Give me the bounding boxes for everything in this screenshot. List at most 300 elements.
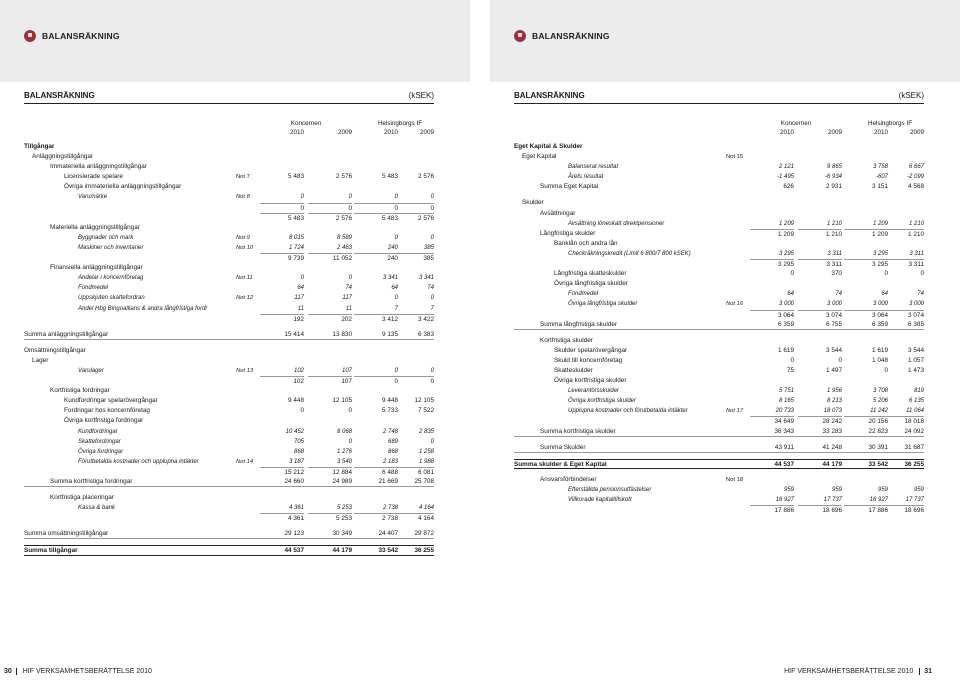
cell-value: 22 823 (868, 427, 888, 435)
cell-value: 3 758 (872, 164, 888, 171)
cell-value: 3 708 (872, 388, 888, 395)
cell-value: 1 209 (844, 229, 888, 240)
cell-value: 0 (430, 295, 434, 302)
note-ref: Not 11 (236, 275, 253, 282)
row-label: Leverantörsskulder (568, 388, 620, 395)
note-ref: Not 8 (236, 194, 250, 201)
table-row (24, 304, 434, 314)
cell-value: -1 495 (776, 174, 794, 181)
table-row (514, 346, 924, 356)
table-row (24, 386, 434, 396)
cell-value: 18 696 (798, 505, 842, 516)
cell-value: 959 (877, 486, 888, 493)
cell-value: 1 209 (750, 229, 794, 240)
cell-value: 2 576 (390, 213, 434, 224)
footer-text: HIF VERKSAMHETSBERÄTTELSE 2010 (784, 668, 914, 675)
table-title: BALANSRÄKNING (24, 91, 95, 100)
row-label: Materiella anläggningstillgångar (50, 223, 140, 231)
cell-value: 24 660 (284, 478, 304, 485)
page-number: 31 (919, 668, 936, 675)
cell-value: 8 165 (778, 398, 794, 405)
cell-value: 18 696 (880, 505, 924, 516)
row-label: Skulder spelarövergångar (554, 346, 628, 354)
row-label: Summa långfristiga skulder (540, 320, 618, 328)
note-ref: Not 14 (236, 458, 254, 465)
cell-value: 6 359 (872, 320, 888, 328)
cell-value: 0 (354, 203, 398, 214)
cell-value: 117 (294, 295, 304, 302)
header-band-left (0, 0, 470, 82)
cell-value: 959 (831, 486, 842, 493)
table-row (514, 142, 924, 152)
cell-value: 13 830 (332, 330, 352, 338)
row-label: Övriga kortfristiga skulder (554, 377, 627, 385)
row-label: Kundfordringar (78, 428, 118, 435)
cell-value: 3 000 (872, 301, 888, 308)
row-label: Tillgångar (24, 143, 55, 150)
club-logo-icon (514, 30, 526, 42)
cell-value: 20 733 (775, 408, 794, 415)
row-label: Licensierade spelare (64, 173, 123, 181)
cell-value: 8 589 (336, 234, 352, 241)
cell-value: 43 911 (774, 443, 794, 451)
cell-value: 4 568 (908, 183, 924, 191)
cell-value: 868 (293, 448, 304, 455)
note-ref: Not 13 (236, 367, 254, 374)
cell-value: 31 687 (904, 443, 924, 451)
cell-value: 0 (790, 270, 794, 278)
unit-label: (kSEK) (898, 91, 924, 100)
cell-value: 18 073 (823, 408, 842, 415)
row-label: Uppskjuten skattefordran (78, 295, 145, 302)
cell-value: 0 (390, 203, 434, 214)
table-row (514, 259, 924, 269)
cell-value: 7 522 (418, 407, 434, 415)
table-row (24, 152, 434, 162)
table-row (24, 457, 434, 467)
cell-value: 11 052 (308, 253, 352, 264)
table-row (514, 336, 924, 346)
table-row (514, 289, 924, 299)
table-row (514, 239, 924, 249)
cell-value: 7 (430, 305, 434, 312)
cell-value: 4 164 (390, 513, 434, 524)
cell-value: 17 737 (823, 497, 842, 503)
table-row (24, 406, 434, 416)
cell-value: 1 258 (418, 448, 434, 455)
row-label: Anläggningstillgångar (32, 153, 94, 161)
table-row (24, 172, 434, 182)
cell-value: 3 311 (880, 259, 924, 270)
cell-value: 0 (394, 234, 398, 241)
cell-value: 9 739 (260, 253, 304, 264)
cell-value: 2 121 (778, 164, 794, 171)
cell-value: 25 708 (414, 478, 434, 485)
cell-value: 0 (430, 438, 434, 445)
cell-value: 5 253 (308, 513, 352, 524)
table-row (24, 416, 434, 426)
cell-value: 0 (790, 356, 794, 364)
cell-value: 370 (831, 270, 842, 278)
table-row (514, 172, 924, 182)
row-label: Efterställda pensionsutfästelser (568, 486, 652, 493)
cell-value: 107 (341, 367, 352, 374)
row-label: Finansiella anläggningstillgångar (50, 264, 143, 272)
unit-label: (kSEK) (408, 91, 434, 100)
cell-value: 2 576 (308, 213, 352, 224)
cell-value: 36 343 (774, 427, 794, 435)
year-header: 2009 (419, 129, 434, 136)
table-row (514, 209, 924, 219)
cell-value: 2 576 (418, 173, 434, 181)
group-header-koncernen: Koncernen (780, 120, 812, 127)
cell-value: 17 737 (905, 497, 924, 503)
table-row (514, 229, 924, 239)
cell-value: 3 074 (880, 310, 924, 321)
note-ref: Not 16 (726, 301, 744, 308)
cell-value: 3 540 (336, 458, 352, 465)
table-row (24, 142, 434, 152)
row-label: Summa Eget Kapital (540, 183, 599, 191)
cell-value: 74 (917, 291, 924, 298)
cell-value: 33 542 (868, 460, 888, 468)
row-label: Banklån och andra lån (554, 239, 618, 247)
note-ref: Not 15 (726, 154, 744, 161)
row-label: Skulder (522, 199, 544, 207)
row-label: Fondmedel (78, 285, 109, 292)
page-number: 30 (4, 668, 17, 675)
cell-value: 0 (838, 356, 842, 364)
cell-value: 0 (300, 407, 304, 415)
table-row (24, 346, 434, 356)
cell-value: 1 988 (418, 458, 434, 465)
table-row (514, 396, 924, 406)
cell-value: 5 253 (336, 505, 352, 512)
cell-value: 24 092 (904, 427, 924, 435)
cell-value: 959 (783, 486, 794, 493)
cell-value: 385 (390, 253, 434, 264)
table-row (24, 529, 434, 539)
cell-value: 3 422 (390, 314, 434, 325)
cell-value: 12 884 (308, 467, 352, 478)
note-ref: Not 9 (236, 234, 250, 241)
row-label: Varulager (78, 367, 104, 374)
row-label: Andelar i koncernföretag (78, 275, 144, 282)
cell-value: 64 (297, 285, 304, 292)
row-label: Förutbetalda kostnader och upplupna intäkter (78, 458, 199, 465)
row-label: Skuld till koncernföretag (554, 356, 623, 364)
cell-value: 6 755 (826, 320, 842, 328)
club-logo-icon (24, 30, 36, 42)
year-header: 2009 (337, 129, 352, 136)
cell-value: 1 048 (872, 356, 888, 364)
table-row (24, 233, 434, 243)
group-header-koncernen: Koncernen (290, 120, 322, 127)
table-row (514, 475, 924, 485)
cell-value: 868 (387, 448, 398, 455)
row-label: Summa tillgångar (24, 547, 78, 555)
table-row (514, 386, 924, 396)
cell-value: 2 835 (418, 428, 434, 435)
cell-value: 0 (430, 367, 434, 374)
cell-value: 3 311 (798, 259, 842, 270)
cell-value: 202 (308, 314, 352, 325)
group-header-hif: Helsingborgs IF (377, 120, 423, 127)
table-row (514, 427, 924, 437)
cell-value: 3 544 (826, 346, 842, 354)
cell-value: 24 989 (332, 478, 352, 485)
row-label: Villkorade kapitaltillskott (568, 497, 632, 503)
year-header: 2010 (383, 129, 398, 136)
cell-value: 16 927 (869, 497, 888, 503)
cell-value: 2 738 (354, 513, 398, 524)
cell-value: 705 (293, 438, 304, 445)
cell-value: 0 (394, 194, 398, 201)
cell-value: 3 000 (778, 301, 794, 308)
cell-value: 44 179 (332, 547, 352, 555)
cell-value: 0 (348, 438, 352, 445)
cell-value: 3 295 (778, 250, 794, 257)
row-label: Summa anläggningstillgångar (24, 330, 109, 338)
cell-value: 1 619 (872, 346, 888, 354)
cell-value: 10 452 (285, 428, 304, 435)
cell-value: 3 295 (872, 250, 888, 257)
column-header (514, 120, 924, 142)
cell-value: 0 (260, 203, 304, 214)
table-row (514, 366, 924, 376)
cell-value: 626 (783, 183, 794, 191)
row-label: Kundfordringar spelarövergångar (64, 397, 158, 405)
row-label: Övriga immateriella anläggningstillgångar (64, 183, 182, 191)
table-row (24, 467, 434, 477)
cell-value: 107 (308, 376, 352, 387)
cell-value: 0 (394, 367, 398, 374)
row-label: Summa kortfristiga fordringar (50, 478, 133, 485)
row-label: Maskiner och inventarier (78, 244, 144, 251)
table-row (514, 310, 924, 320)
table-row (514, 249, 924, 259)
cell-value: 74 (345, 285, 352, 292)
table-row (24, 263, 434, 273)
cell-value: 21 669 (378, 478, 398, 485)
cell-value: 3 341 (382, 275, 398, 282)
table-row (514, 495, 924, 505)
table-row (514, 376, 924, 386)
table-row (514, 356, 924, 366)
row-label: Lager (32, 356, 49, 364)
table-row (24, 427, 434, 437)
cell-value: 7 (394, 305, 398, 312)
cell-value: 5 483 (260, 213, 304, 224)
cell-value: 33 542 (378, 547, 398, 555)
row-label: Avsättningar (540, 209, 576, 217)
cell-value: 15 414 (284, 330, 304, 338)
cell-value: 3 311 (827, 250, 842, 257)
note-ref: Not 10 (236, 244, 254, 251)
cell-value: 3 311 (909, 250, 924, 257)
cell-value: 0 (390, 376, 434, 387)
cell-value: 0 (348, 275, 352, 282)
cell-value: 24 407 (378, 530, 398, 538)
table-row (24, 203, 434, 213)
note-ref: Not 18 (726, 476, 744, 483)
row-label: Ansvarsförbindelser (540, 475, 597, 483)
year-header: 2009 (909, 129, 924, 136)
cell-value: 1 209 (872, 220, 888, 227)
cell-value: 64 (391, 285, 398, 292)
row-label: Balanserat resultat (568, 164, 619, 171)
cell-value: 192 (260, 314, 304, 325)
cell-value: 36 255 (414, 547, 434, 555)
cell-value: 5 483 (354, 213, 398, 224)
row-label: Årets resultat (568, 174, 604, 181)
table-row (514, 443, 924, 453)
cell-value: 3 544 (908, 346, 924, 354)
cell-value: 44 537 (284, 547, 304, 555)
cell-value: 30 349 (332, 530, 352, 538)
table-row (24, 396, 434, 406)
cell-value: 2 183 (382, 458, 398, 465)
table-row (24, 376, 434, 386)
cell-value: 74 (427, 285, 434, 292)
cell-value: 3 295 (750, 259, 794, 270)
table-row (24, 293, 434, 303)
cell-value: 1 210 (908, 220, 924, 227)
row-label: Övriga långfristiga skulder (568, 301, 638, 308)
cell-value: 11 064 (906, 408, 924, 415)
row-label: Fondmedel (568, 291, 599, 298)
cell-value: 8 213 (826, 398, 842, 405)
cell-value: 0 (348, 194, 352, 201)
row-label: Kortfristiga placeringar (50, 494, 114, 502)
table-row (24, 243, 434, 253)
cell-value: 0 (430, 234, 434, 241)
row-label: Omsättningstillgångar (24, 346, 86, 354)
cell-value: -2 099 (906, 174, 924, 181)
header-right (514, 30, 610, 42)
cell-value: 0 (430, 194, 434, 201)
cell-value: 17 886 (750, 505, 794, 516)
group-header-hif: Helsingborgs IF (867, 120, 913, 127)
cell-value: 9 865 (826, 164, 842, 171)
row-label: Andel Hbg Bingoallians & andra långfristiga fordr (78, 305, 208, 312)
table-row (514, 485, 924, 495)
table-row (24, 314, 434, 324)
row-label: Summa skulder & Eget Kapital (514, 460, 607, 468)
cell-value: 6 385 (908, 320, 924, 328)
row-label: Varumärke (78, 194, 108, 201)
cell-value: 6 359 (778, 320, 794, 328)
row-label: Eget Kapital & Skulder (514, 143, 583, 150)
table-row (24, 223, 434, 233)
cell-value: 0 (884, 270, 888, 278)
table-row (24, 213, 434, 223)
cell-value: 2 738 (382, 505, 398, 512)
balance-sheet-assets (24, 86, 434, 556)
table-row (514, 198, 924, 208)
cell-value: 5 733 (382, 407, 398, 415)
cell-value: 41 248 (822, 443, 842, 451)
section-title: BALANSRÄKNING (532, 31, 610, 41)
cell-value: 8 015 (288, 234, 304, 241)
cell-value: 0 (300, 275, 304, 282)
table-row (24, 437, 434, 447)
cell-value: 819 (913, 388, 924, 395)
footer-left (4, 668, 152, 675)
row-label: Övriga kortfristiga fordringar (64, 417, 144, 425)
table-row (514, 269, 924, 279)
cell-value: 6 135 (908, 398, 924, 405)
header-left (24, 30, 120, 42)
table-row (514, 416, 924, 426)
cell-value: 11 242 (870, 408, 888, 415)
row-label: Upplupna kostnader och förutbetalda intäkter (568, 408, 688, 415)
footer-text: HIF VERKSAMHETSBERÄTTELSE 2010 (22, 668, 152, 675)
cell-value: 0 (348, 407, 352, 415)
cell-value: 36 255 (904, 460, 924, 468)
cell-value: 3 341 (418, 275, 434, 282)
row-label: Övriga fordringar (78, 448, 124, 455)
cell-value: 6 667 (908, 164, 924, 171)
cell-value: 0 (884, 366, 888, 374)
cell-value: 12 105 (332, 397, 352, 405)
table-row (514, 406, 924, 416)
row-label: Kortfristiga skulder (540, 336, 593, 344)
row-label: Checkräkningskredit (Limit 6 800/7 800 kSEK) (568, 250, 691, 257)
cell-value: 6 488 (354, 467, 398, 478)
cell-value: 8 068 (336, 428, 352, 435)
cell-value: 64 (881, 291, 888, 298)
row-label: Övriga kortfristiga skulder (568, 398, 637, 405)
cell-value: 1 210 (798, 229, 842, 240)
cell-value: 102 (260, 376, 304, 387)
cell-value: 34 649 (750, 416, 794, 427)
table-row (24, 162, 434, 172)
table-row (514, 162, 924, 172)
page-title (24, 91, 434, 104)
table-row (24, 356, 434, 366)
table-row (514, 182, 924, 192)
cell-value: 75 (786, 366, 794, 374)
cell-value: 16 927 (775, 497, 794, 503)
table-row (24, 182, 434, 192)
cell-value: 3 000 (908, 301, 924, 308)
cell-value: 385 (423, 244, 434, 251)
balance-sheet-liabilities (514, 86, 924, 515)
cell-value: 3 295 (844, 259, 888, 270)
table-row (24, 283, 434, 293)
year-header: 2010 (873, 129, 888, 136)
cell-value: 3 151 (872, 183, 888, 191)
table-row (514, 299, 924, 309)
cell-value: 117 (342, 295, 352, 302)
cell-value: 17 886 (844, 505, 888, 516)
footer-right (784, 668, 936, 675)
cell-value: 1 057 (908, 356, 924, 364)
assets-rows (24, 142, 434, 556)
row-label: Summa kortfristiga skulder (540, 427, 616, 435)
table-row (24, 330, 434, 340)
row-label: Långfristiga skatteskulder (554, 270, 627, 278)
cell-value: 240 (354, 253, 398, 264)
cell-value: 5 483 (288, 173, 304, 181)
year-header: 2009 (827, 129, 842, 136)
cell-value: 959 (913, 486, 924, 493)
cell-value: 44 537 (774, 460, 794, 468)
row-label: Kortfristiga fordringar (50, 387, 110, 395)
page-title (514, 91, 924, 104)
cell-value: 102 (293, 367, 304, 374)
